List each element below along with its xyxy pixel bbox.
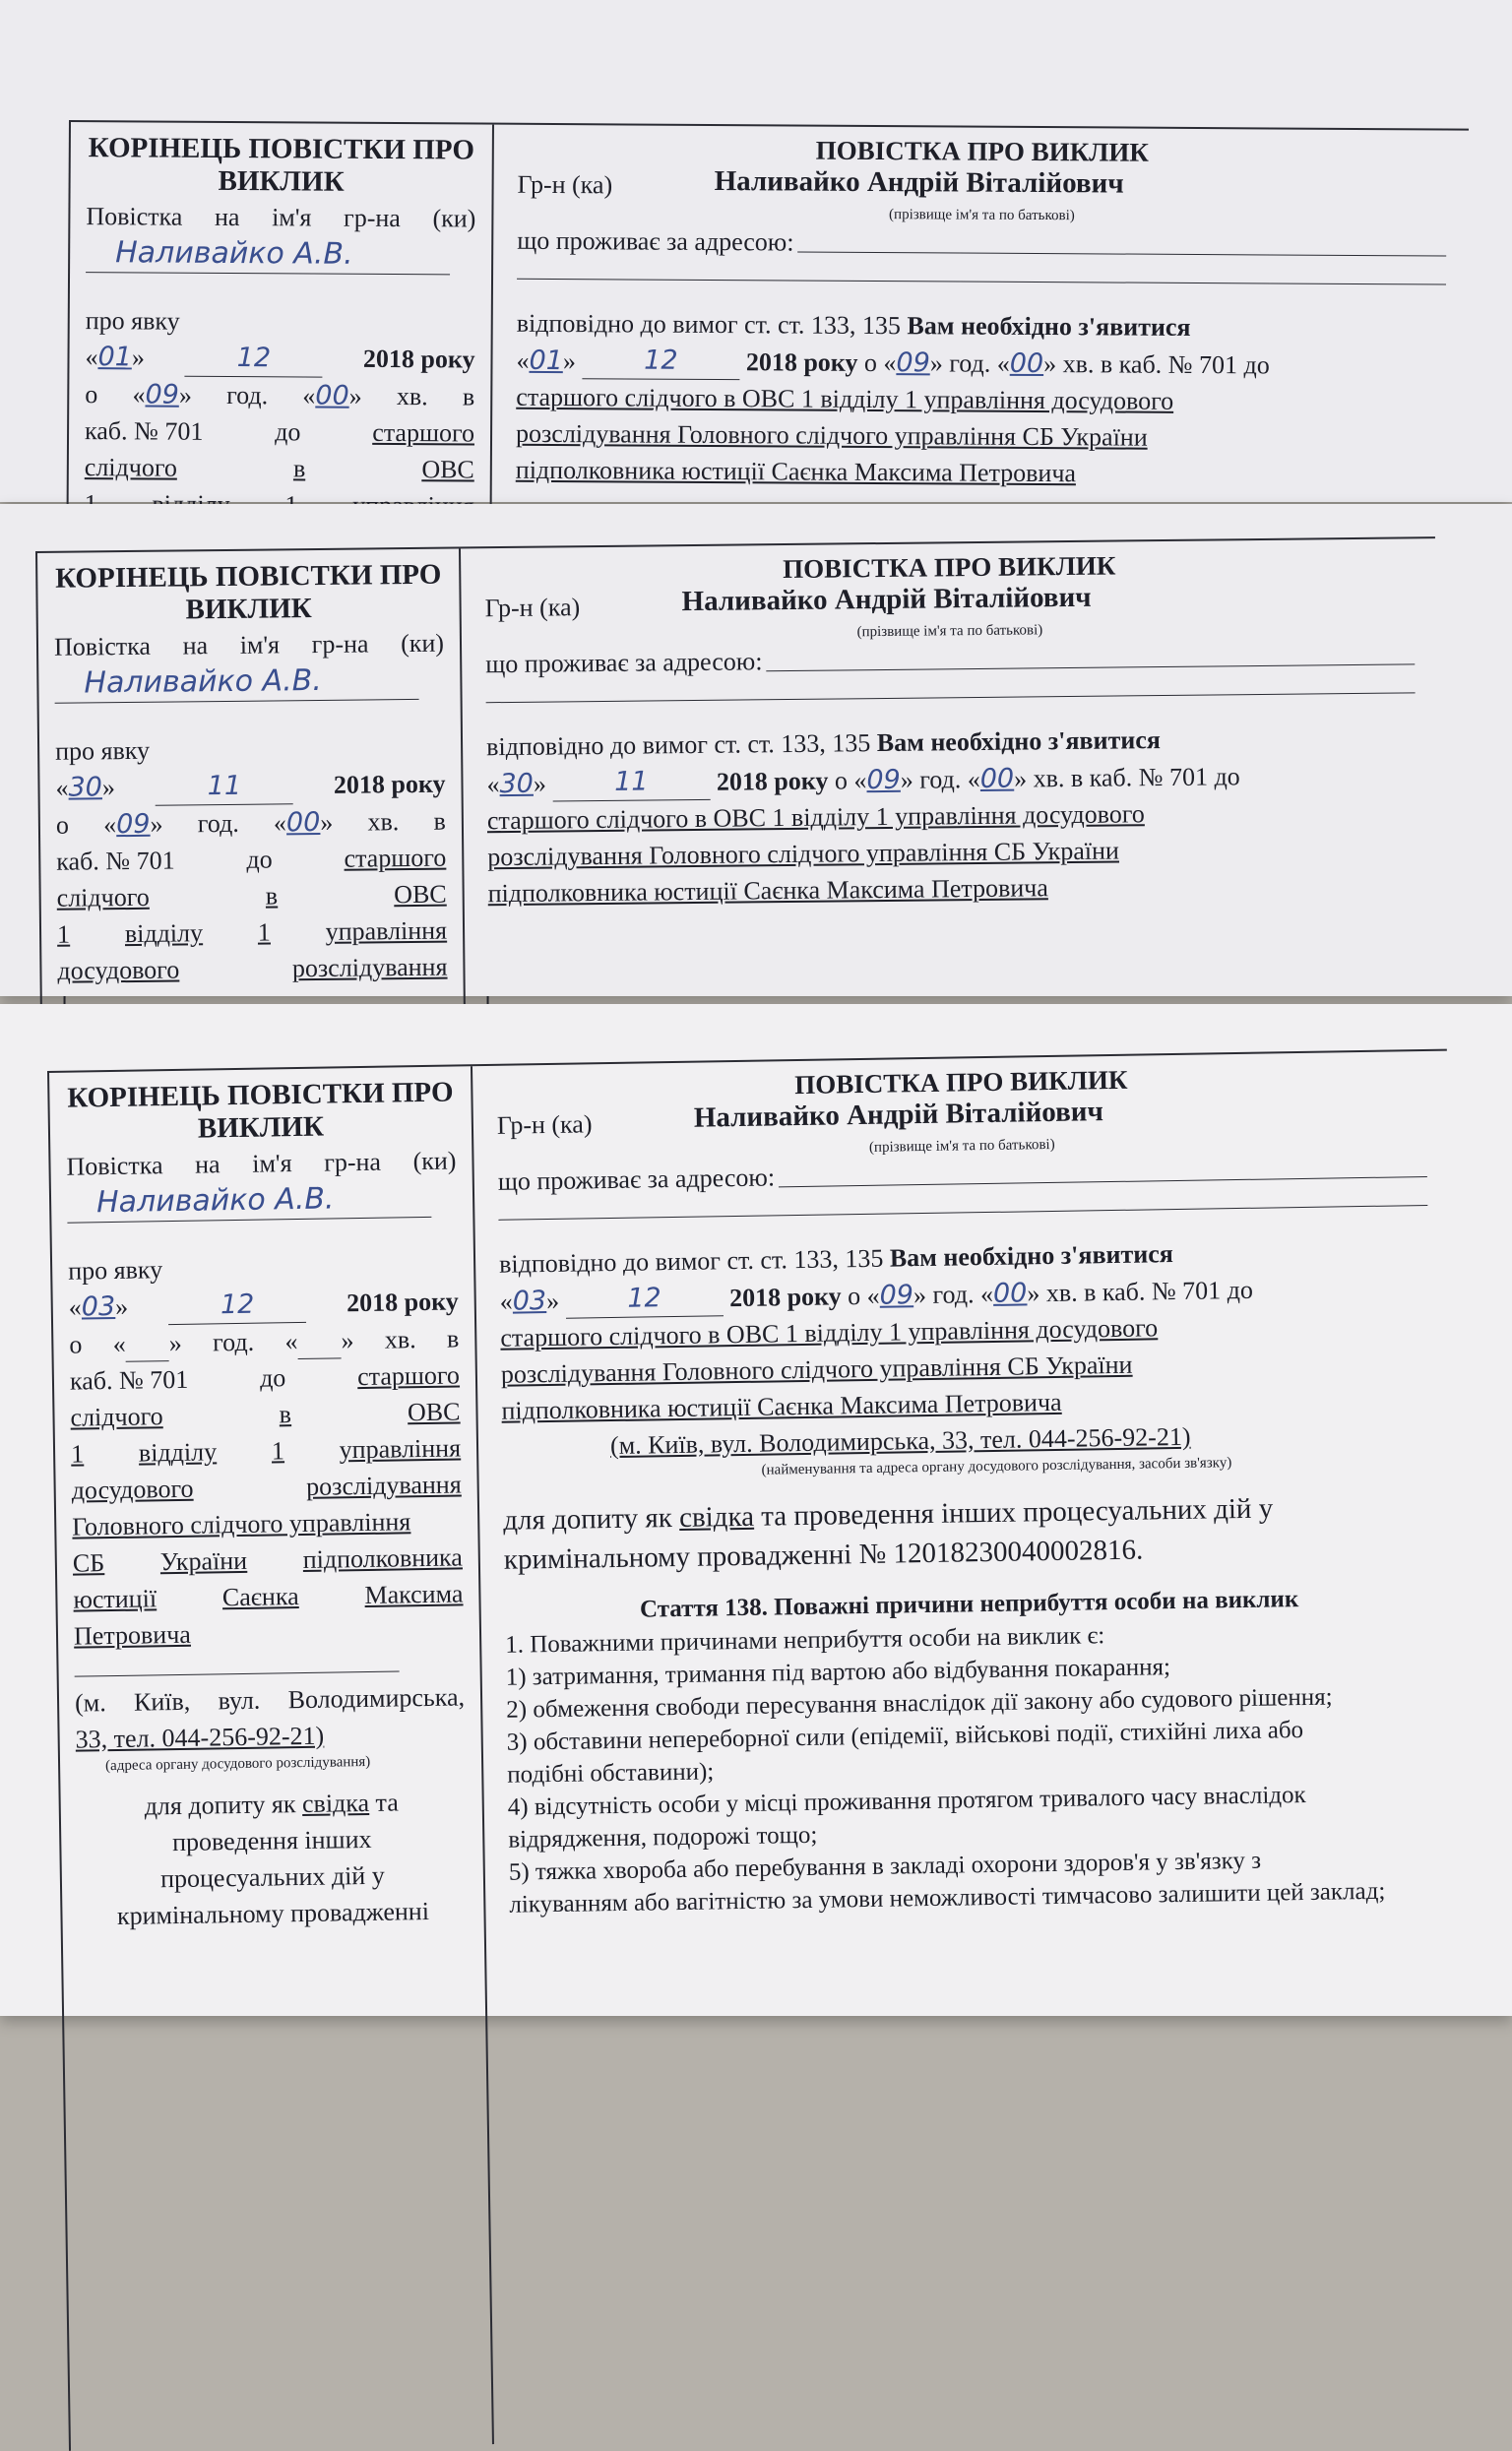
stub-name-handwritten: Наливайко А.В.	[67, 1179, 432, 1224]
article-line: 3) обставини непереборної сили (епідемії, військові події, стихійні лиха або	[506, 1716, 1304, 1756]
appearance-date-line: «30» 11 2018 року о «09» год. «00» хв. в каб. № 701 до	[486, 755, 1416, 802]
stub-summons-to: Повістка на ім'я гр-на (ки)	[53, 628, 445, 661]
article-line: 1. Поважними причинами неприбуття особи на виклик є:	[505, 1621, 1105, 1659]
stub-office-line: каб. № 701 до старшого	[84, 415, 475, 448]
officer-line: підполковника юстиції Саєнка Максима Петровича	[501, 1387, 1062, 1425]
article-line: 4) відсутність особи у місці проживання протягом тривалого часу внаслідок	[507, 1781, 1306, 1821]
officer-line: підполковника юстиції Саєнка Максима Петровича	[515, 455, 1077, 487]
stub-patronymic: Петровича	[73, 1619, 192, 1651]
stub-appearance: про явку	[67, 1254, 163, 1286]
stub-pretrial-line: досудового розслідування	[71, 1470, 462, 1505]
summons-form	[47, 1049, 1469, 2451]
stub-date-line: «30» 11 2018 року	[55, 765, 445, 806]
summons-sheet-2	[0, 504, 1512, 996]
stub-investigator-line: слідчого в ОВС	[56, 879, 447, 912]
summons-main	[474, 1051, 1469, 2444]
citizen-label: Гр-н (ка)	[484, 592, 581, 622]
requirement-line: відповідно до вимог ст. ст. 133, 135 Вам необхідно з'явитися	[485, 724, 1161, 761]
person-name: Наливайко Андрій Віталійович	[693, 1095, 1104, 1134]
article-line: 1) затримання, тримання під вартою або відбування покарання;	[505, 1653, 1171, 1691]
officer-line: підполковника юстиції Саєнка Максима Петровича	[487, 872, 1048, 908]
stub-time-line: о « » год. « » хв. в	[69, 1320, 460, 1362]
article-line: лікуванням або вагітністю за умови неможливості тимчасово залишити цей заклад;	[509, 1877, 1386, 1918]
stub-summons-to: Повістка на ім'я гр-на (ки)	[66, 1146, 457, 1181]
stub-summons-to: Повістка на ім'я гр-на (ки)	[86, 201, 476, 233]
stub-address-caption: (адреса органу досудового розслідування)	[104, 1753, 371, 1774]
main-title: ПОВІСТКА ПРО ВИКЛИК	[793, 1064, 1128, 1100]
stub-appearance: про явку	[54, 735, 151, 766]
summons-sheet-1	[0, 0, 1512, 502]
address-line: що проживає за адресою:	[485, 635, 1415, 684]
person-name: Наливайко Андрій Віталійович	[681, 581, 1092, 617]
stub-office-line: каб. № 701 до старшого	[69, 1360, 461, 1396]
investigation-line: розслідування Головного слідчого управління СБ України	[515, 418, 1148, 452]
stub-pretrial-line: досудового розслідування	[57, 952, 448, 985]
article-line: подібні обставини);	[507, 1758, 715, 1789]
stub-title: КОРІНЕЦЬ ПОВІСТКИ ПРО ВИКЛИК	[54, 558, 442, 626]
stub-time-line: о «09» год. «00» хв. в	[55, 806, 446, 840]
investigation-line: розслідування Головного слідчого управління СБ України	[487, 836, 1120, 871]
senior-line: старшого слідчого в ОВС 1 відділу 1 управління досудового	[486, 798, 1145, 835]
stub-sbu-line: СБ України підполковника	[72, 1542, 464, 1578]
stub-dept-line: 1 відділу 1 управління	[70, 1433, 462, 1469]
stub-appearance: про явку	[85, 305, 180, 336]
stub-name-handwritten: Наливайко А.В.	[54, 661, 418, 704]
stub-justice-line: юстиції Саєнка Максима	[73, 1579, 464, 1614]
article-line: відрядження, подорожі тощо;	[508, 1821, 818, 1854]
article-line: 2) обмеження свободи пересування внаслідок дії закону або судового рішення;	[506, 1683, 1333, 1724]
stub-date-line: «01» 12 2018 року	[85, 339, 474, 378]
name-caption: (прізвище ім'я та по батькові)	[856, 621, 1043, 640]
stub-purpose-4: кримінальному провадженні	[116, 1896, 430, 1930]
appearance-date-line: «01» 12 2018 року о «09» год. «00» хв. в каб. № 701 до	[516, 341, 1445, 384]
main-title: ПОВІСТКА ПРО ВИКЛИК	[782, 550, 1116, 585]
stub-purpose-2: проведення інших	[171, 1824, 372, 1856]
article-title: Стаття 138. Поважні причини неприбуття особи на виклик	[639, 1585, 1299, 1623]
main-title: ПОВІСТКА ПРО ВИКЛИК	[815, 135, 1150, 167]
stub-name-handwritten: Наливайко А.В.	[86, 234, 450, 275]
investigation-line: розслідування Головного слідчого управління СБ України	[500, 1350, 1133, 1389]
senior-line: старшого слідчого в ОВС 1 відділу 1 управління досудового	[500, 1313, 1159, 1352]
stub-office-line: каб. № 701 до старшого	[56, 843, 447, 876]
agency-address-line: (м. Київ, вул. Володимирська, 33, тел. 044-256-92-21)	[609, 1421, 1191, 1460]
name-caption: (прізвище ім'я та по батькові)	[889, 206, 1075, 223]
stub-dept-line: 1 відділу 1 управління	[56, 915, 448, 949]
stub-date-line: «03» 12 2018 року	[68, 1283, 459, 1326]
summons-stub	[49, 1066, 494, 2451]
stub-investigator-line: слідчого в ОВС	[84, 452, 474, 484]
requirement-line: відповідно до вимог ст. ст. 133, 135 Вам необхідно з'явитися	[516, 308, 1191, 342]
stub-address-line1: (м. Київ, вул. Володимирська,	[74, 1682, 466, 1718]
stub-main-dept: Головного слідчого управління	[72, 1506, 411, 1541]
stub-address-line2: 33, тел. 044-256-92-21)	[75, 1721, 325, 1754]
requirement-line: відповідно до вимог ст. ст. 133, 135 Вам необхідно з'явитися	[498, 1238, 1174, 1279]
address-line: що проживає за адресою:	[517, 220, 1446, 266]
person-name: Наливайко Андрій Віталійович	[714, 164, 1124, 200]
summons-sheet-3	[0, 1004, 1512, 2016]
agency-address-caption: (найменування та адреса органу досудового розслідування, засоби зв'язку)	[761, 1454, 1232, 1478]
stub-purpose-1: для допиту як свідка та	[144, 1788, 399, 1821]
name-caption: (прізвище ім'я та по батькові)	[868, 1136, 1055, 1156]
appearance-date-line: «03» 12 2018 року о «09» год. «00» хв. в каб. № 701 до	[499, 1268, 1428, 1320]
stub-time-line: о «09» год. «00» хв. в	[85, 379, 475, 411]
address-line: що проживає за адресою:	[498, 1148, 1428, 1202]
citizen-label: Гр-н (ка)	[517, 169, 613, 200]
citizen-label: Гр-н (ка)	[496, 1109, 593, 1140]
senior-line: старшого слідчого в ОВС 1 відділу 1 управління досудового	[516, 382, 1174, 415]
proceeding-number-line: кримінальному провадженні № 12018230040002816.	[503, 1534, 1144, 1576]
stub-title: КОРІНЕЦЬ ПОВІСТКИ ПРО ВИКЛИК	[88, 132, 475, 199]
stub-purpose-3: процесуальних дій у	[159, 1860, 385, 1893]
article-line: 5) тяжка хвороба або перебування в закладі охорони здоров'я у зв'язку з	[508, 1847, 1262, 1886]
purpose-line: для допиту як свідка та проведення інших процесуальних дій у	[502, 1492, 1274, 1537]
stub-investigator-line: слідчого в ОВС	[70, 1397, 461, 1432]
stub-title: КОРІНЕЦЬ ПОВІСТКИ ПРО ВИКЛИК	[67, 1076, 454, 1145]
